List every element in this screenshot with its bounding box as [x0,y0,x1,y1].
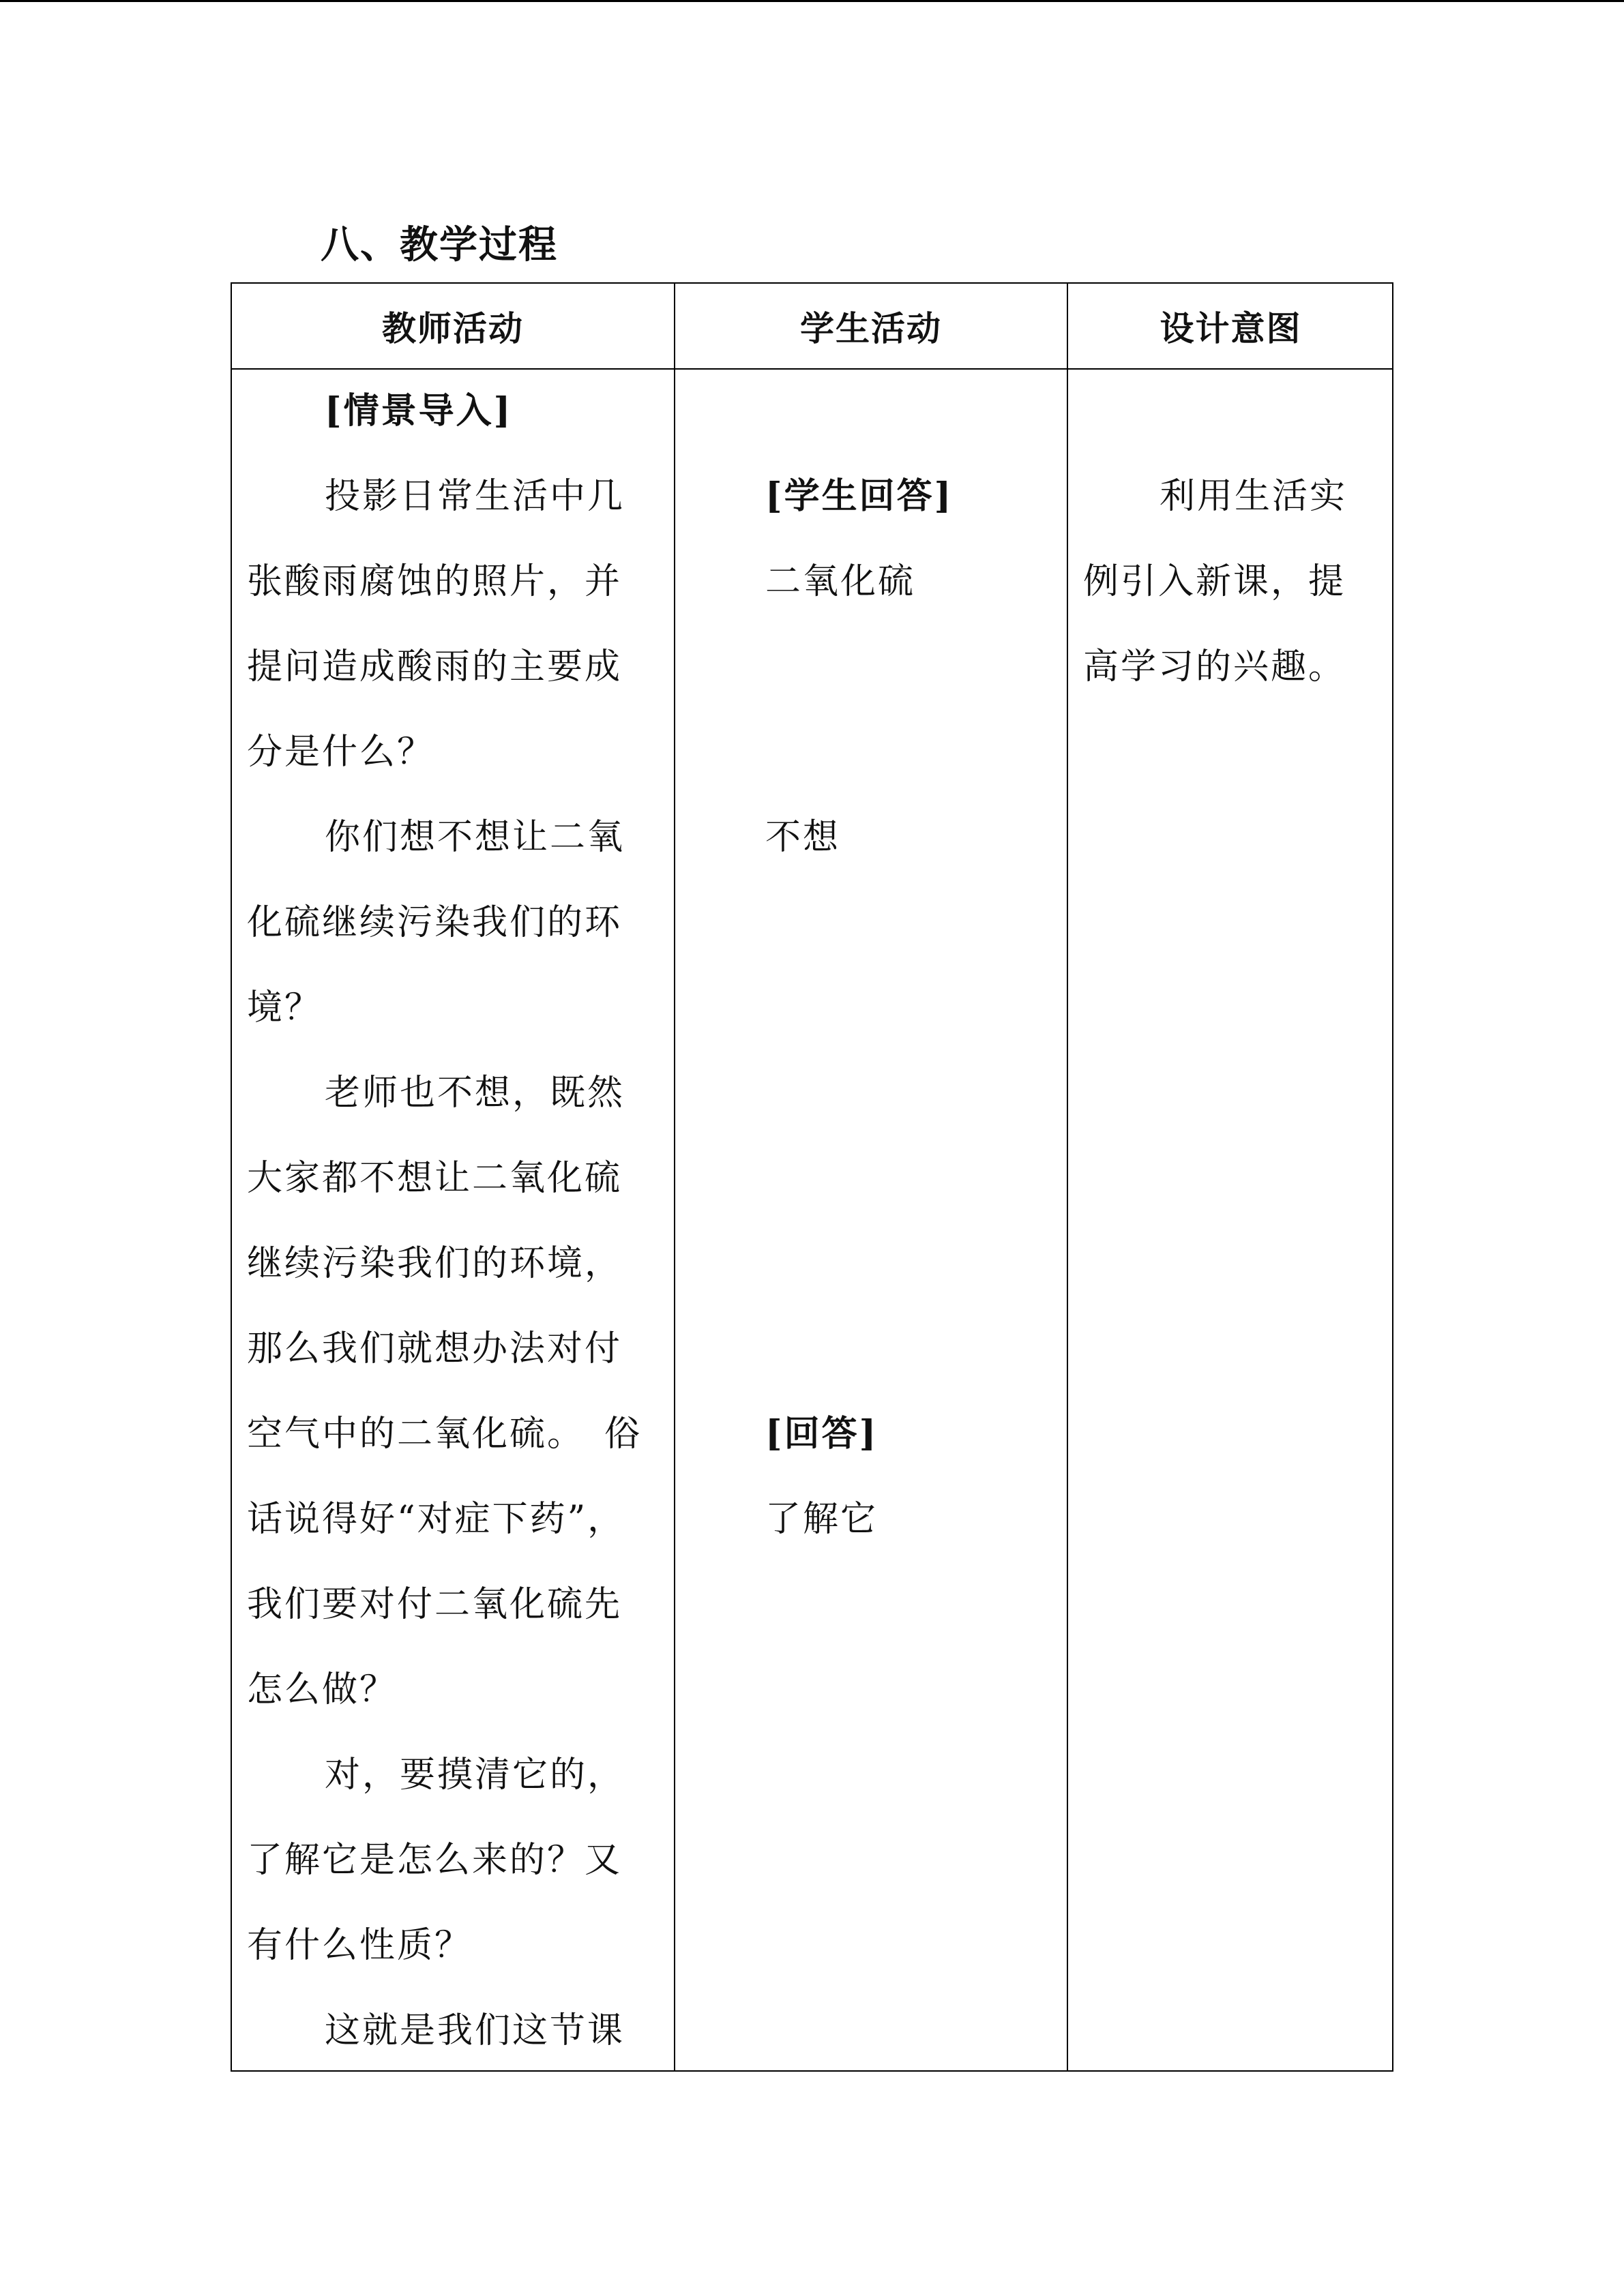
header-design-intent: 设计意图 [1160,308,1302,348]
teacher-line: 怎么做？ [247,1669,398,1710]
teacher-line: 这就是我们这节课 [325,2010,625,2051]
teacher-line: 张酸雨腐蚀的照片，并 [247,561,623,602]
column-divider [674,284,675,2070]
section-title: 八、教学过程 [321,222,558,267]
teacher-line: 话说得好“对症下药”， [247,1499,625,1540]
student-answer: 二氧化硫 [765,561,916,602]
student-answer-tag: [学生回答] [765,475,954,517]
teacher-line: 提问造成酸雨的主要成 [247,646,623,687]
column-divider [1067,284,1068,2070]
teacher-line: 老师也不想，既然 [325,1073,625,1114]
student-answer: 不想 [765,817,841,858]
teacher-line: 我们要对付二氧化硫先 [247,1584,623,1625]
header-student-activity: 学生活动 [800,308,942,348]
teacher-section-tag: [情景导入] [325,390,513,432]
student-answer-tag: [回答] [765,1413,879,1455]
teacher-line: 大家都不想让二氧化硫 [247,1158,623,1199]
teacher-line: 对，要摸清它的， [325,1755,625,1795]
teacher-line: 你们想不想让二氧 [325,817,625,858]
student-answer: 了解它 [765,1499,879,1540]
teaching-process-table [231,282,1393,2072]
teacher-line: 空气中的二氧化硫。 俗 [247,1414,643,1455]
teacher-line: 了解它是怎么来的？又 [247,1840,623,1881]
teacher-line: 投影日常生活中几 [325,476,625,517]
teacher-line: 继续污染我们的环境， [247,1243,623,1284]
teacher-line: 分是什么？ [247,732,435,773]
header-divider [232,368,1392,370]
teacher-line: 境？ [247,987,323,1028]
teacher-line: 有什么性质？ [247,1925,473,1966]
teacher-line: 化硫继续污染我们的环 [247,902,623,943]
page-top-border [0,0,1624,2]
intent-line: 例引入新课，提 [1083,561,1346,602]
teacher-line: 那么我们就想办法对付 [247,1328,623,1369]
intent-line: 利用生活实 [1160,476,1348,517]
header-teacher-activity: 教师活动 [382,308,524,348]
intent-line: 高学习的兴趣。 [1083,646,1346,687]
